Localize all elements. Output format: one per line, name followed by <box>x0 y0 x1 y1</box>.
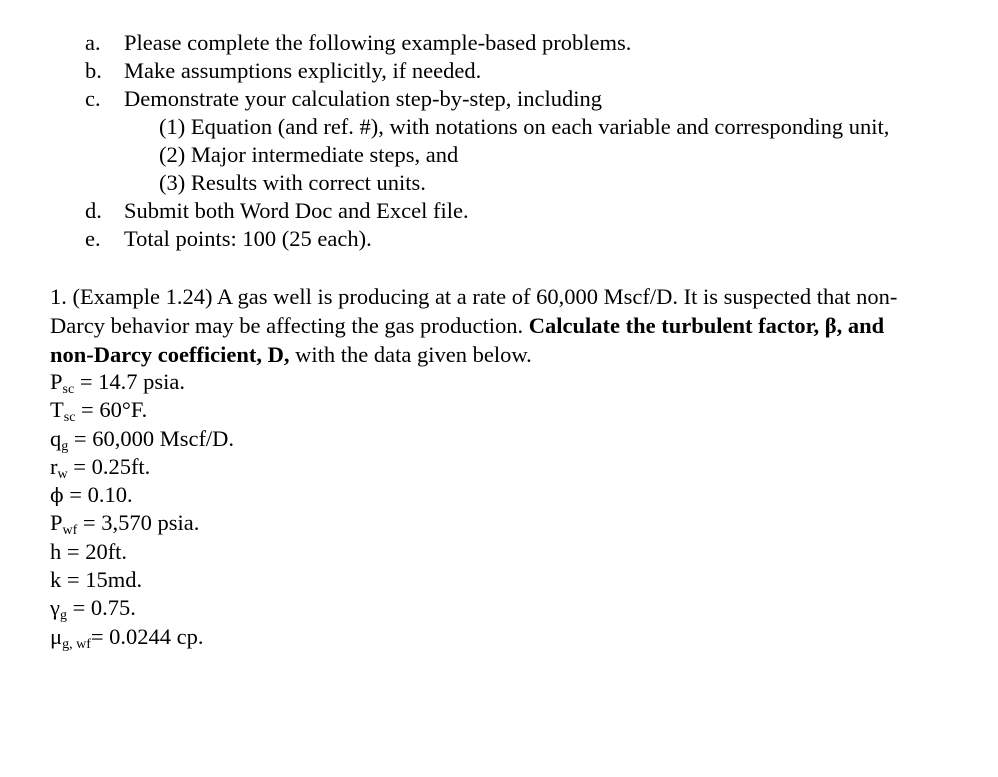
problem-statement <box>50 282 980 369</box>
given-item <box>50 396 234 424</box>
list-marker: d. <box>85 198 102 223</box>
variable-symbol: P <box>50 510 63 536</box>
instruction-subitem <box>0 113 998 141</box>
variable-symbol: r <box>50 453 58 479</box>
given-item <box>50 594 234 622</box>
variable-value: = 15md. <box>61 567 143 593</box>
given-item <box>50 425 234 453</box>
variable-subscript: w <box>57 466 68 482</box>
given-item <box>50 623 234 651</box>
variable-symbol: q <box>50 425 62 451</box>
instruction-text: Please complete the following example-based problems. <box>124 30 632 55</box>
instruction-text: Submit both Word Doc and Excel file. <box>124 198 469 223</box>
variable-symbol: P <box>50 369 63 394</box>
list-marker: c. <box>85 86 101 111</box>
instruction-item <box>0 225 998 253</box>
variable-subscript: g <box>61 438 69 454</box>
variable-value: = 0.25ft. <box>67 453 151 479</box>
variable-symbol: h <box>50 538 62 564</box>
variable-subscript: g <box>59 608 67 624</box>
instruction-item <box>0 85 998 113</box>
problem-bold-text: Calculate the turbulent factor, β, and <box>528 313 885 338</box>
instruction-text: Make assumptions explicitly, if needed. <box>124 58 482 83</box>
problem-bold-text: non-Darcy coefficient, D, <box>50 342 290 367</box>
variable-value: = 0.10. <box>63 482 133 508</box>
problem-line <box>50 340 980 369</box>
variable-subscript: sc <box>62 382 75 397</box>
instruction-item <box>0 29 998 57</box>
variable-subscript: wf <box>62 523 78 539</box>
instruction-subitem <box>0 141 998 169</box>
subitem-text: (3) Results with correct units. <box>159 170 426 195</box>
instruction-item <box>0 57 998 85</box>
list-marker: e. <box>85 226 101 251</box>
given-item <box>50 566 234 594</box>
variable-subscript: sc <box>63 410 76 426</box>
given-item <box>50 481 234 509</box>
subitem-text: (2) Major intermediate steps, and <box>159 142 459 167</box>
instruction-text: Total points: 100 (25 each). <box>124 226 372 251</box>
instruction-text: Demonstrate your calculation step-by-step, including <box>124 86 602 111</box>
problem-text: with the data given below. <box>289 342 532 367</box>
variable-value: = 0.0244 cp. <box>90 623 204 649</box>
variable-value: = 60,000 Mscf/D. <box>68 425 235 451</box>
instruction-subitem <box>0 169 998 197</box>
given-item <box>50 368 234 396</box>
variable-value: = 60°F. <box>75 397 148 423</box>
subitem-text: (1) Equation (and ref. #), with notations on each variable and corresponding unit, <box>159 114 890 139</box>
instruction-item <box>0 197 998 225</box>
instruction-list <box>0 29 998 253</box>
variable-symbol: γ <box>50 595 60 621</box>
problem-line: 1. (Example 1.24) A gas well is producing at a rate of 60,000 Mscf/D. It is suspected that non- <box>50 284 898 309</box>
given-data-list <box>50 368 234 651</box>
variable-value: = 14.7 psia. <box>74 369 185 394</box>
list-marker: a. <box>85 30 101 55</box>
list-marker: b. <box>85 58 102 83</box>
variable-subscript: g, wf <box>62 636 91 652</box>
given-item <box>50 538 234 566</box>
problem-text: Darcy behavior may be affecting the gas production. <box>50 313 529 338</box>
variable-value: = 3,570 psia. <box>77 510 200 536</box>
given-item <box>50 453 234 481</box>
variable-symbol: T <box>50 397 64 423</box>
variable-symbol: μ <box>50 623 63 649</box>
given-item <box>50 509 234 537</box>
variable-symbol: k <box>50 567 62 593</box>
variable-value: = 20ft. <box>61 538 128 564</box>
problem-line <box>50 311 980 340</box>
variable-value: = 0.75. <box>66 595 136 621</box>
variable-symbol: ϕ <box>50 483 64 508</box>
